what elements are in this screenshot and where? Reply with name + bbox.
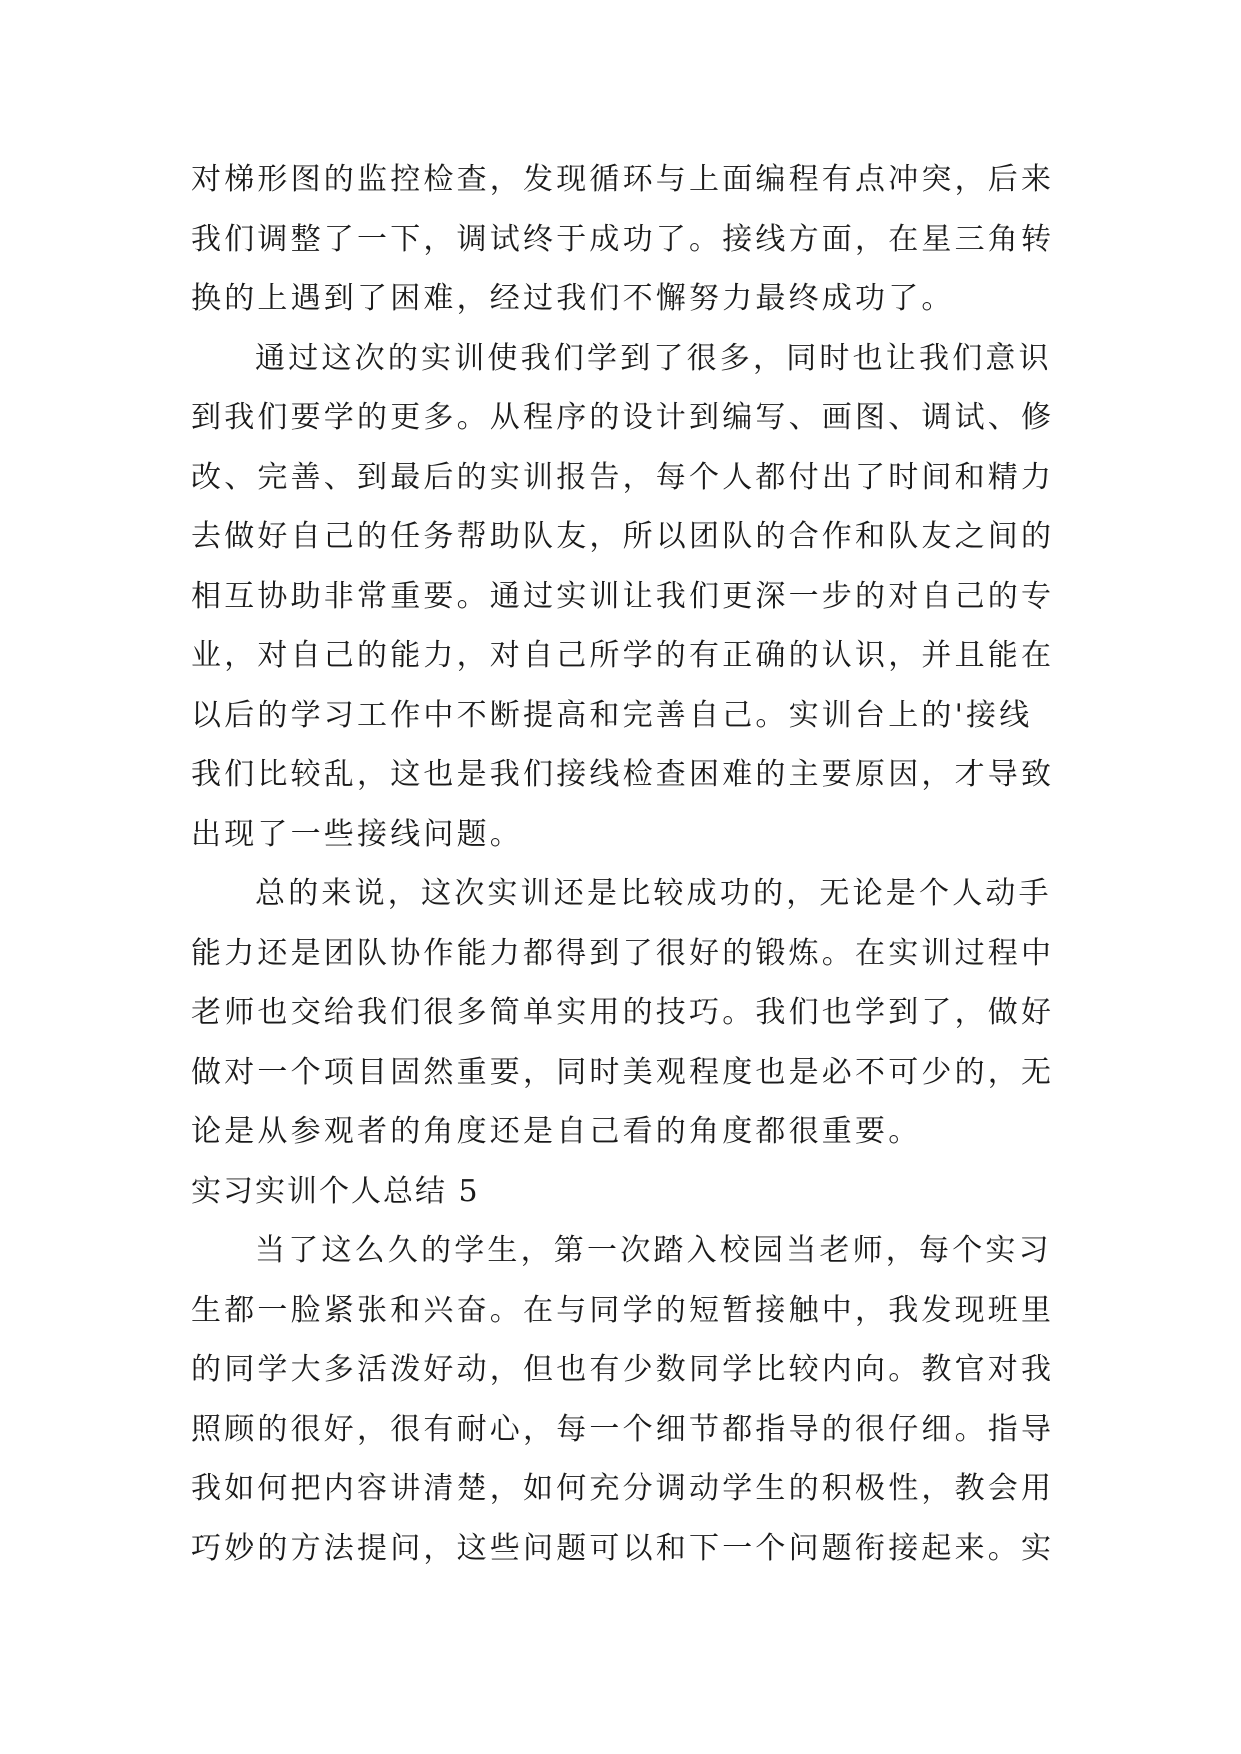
text-line: 论是从参观者的角度还是自己看的角度都很重要。 — [191, 1114, 922, 1149]
text-line: 换的上遇到了困难，经过我们不懈努力最终成功了。 — [191, 281, 955, 316]
text-line: 对梯形图的监控检查，发现循环与上面编程有点冲突，后来 — [191, 162, 1055, 197]
text-line: 业，对自己的能力，对自己所学的有正确的认识，并且能在 — [191, 638, 1055, 673]
text-line: 照顾的很好，很有耐心，每一个细节都指导的很仔细。指导 — [191, 1411, 1055, 1447]
text-line: 出现了一些接线问题。 — [191, 816, 523, 852]
text-line: 老师也交给我们很多简单实用的技巧。我们也学到了，做好 — [191, 995, 1055, 1030]
text-line: 到我们要学的更多。从程序的设计到编写、画图、调试、修 — [191, 400, 1055, 435]
text-line: 通过这次的实训使我们学到了很多，同时也让我们意识 — [255, 340, 1052, 376]
text-line: 总的来说，这次实训还是比较成功的，无论是个人动手 — [255, 876, 1052, 911]
section-heading: 实习实训个人总结 5 — [191, 1173, 480, 1209]
text-line: 能力还是团队协作能力都得到了很好的锻炼。在实训过程中 — [191, 935, 1055, 971]
text-line: 以后的学习工作中不断提高和完善自己。实训台上的'接线 — [191, 697, 1033, 733]
text-line: 生都一脸紧张和兴奋。在与同学的短暂接触中，我发现班里 — [191, 1292, 1055, 1328]
text-line: 我们比较乱，这也是我们接线检查困难的主要原因，才导致 — [191, 757, 1055, 792]
paragraph-1 — [191, 150, 1055, 329]
document-page — [191, 150, 1055, 1578]
text-line: 当了这么久的学生，第一次踏入校园当老师，每个实习 — [255, 1233, 1052, 1268]
text-line: 的同学大多活泼好动，但也有少数同学比较内向。教官对我 — [191, 1352, 1055, 1387]
text-line: 做对一个项目固然重要，同时美观程度也是必不可少的，无 — [191, 1054, 1055, 1090]
text-line: 巧妙的方法提问，这些问题可以和下一个问题衔接起来。实 — [191, 1530, 1055, 1566]
paragraph-2 — [191, 329, 1055, 865]
paragraph-4 — [191, 1221, 1055, 1578]
text-line: 改、完善、到最后的实训报告，每个人都付出了时间和精力 — [191, 459, 1055, 495]
text-line: 我如何把内容讲清楚，如何充分调动学生的积极性，教会用 — [191, 1471, 1055, 1506]
text-line: 我们调整了一下，调试终于成功了。接线方面，在星三角转 — [191, 221, 1055, 257]
paragraph-3 — [191, 864, 1055, 1162]
text-line: 相互协助非常重要。通过实训让我们更深一步的对自己的专 — [191, 578, 1055, 614]
text-line: 去做好自己的任务帮助队友，所以团队的合作和队友之间的 — [191, 519, 1055, 554]
